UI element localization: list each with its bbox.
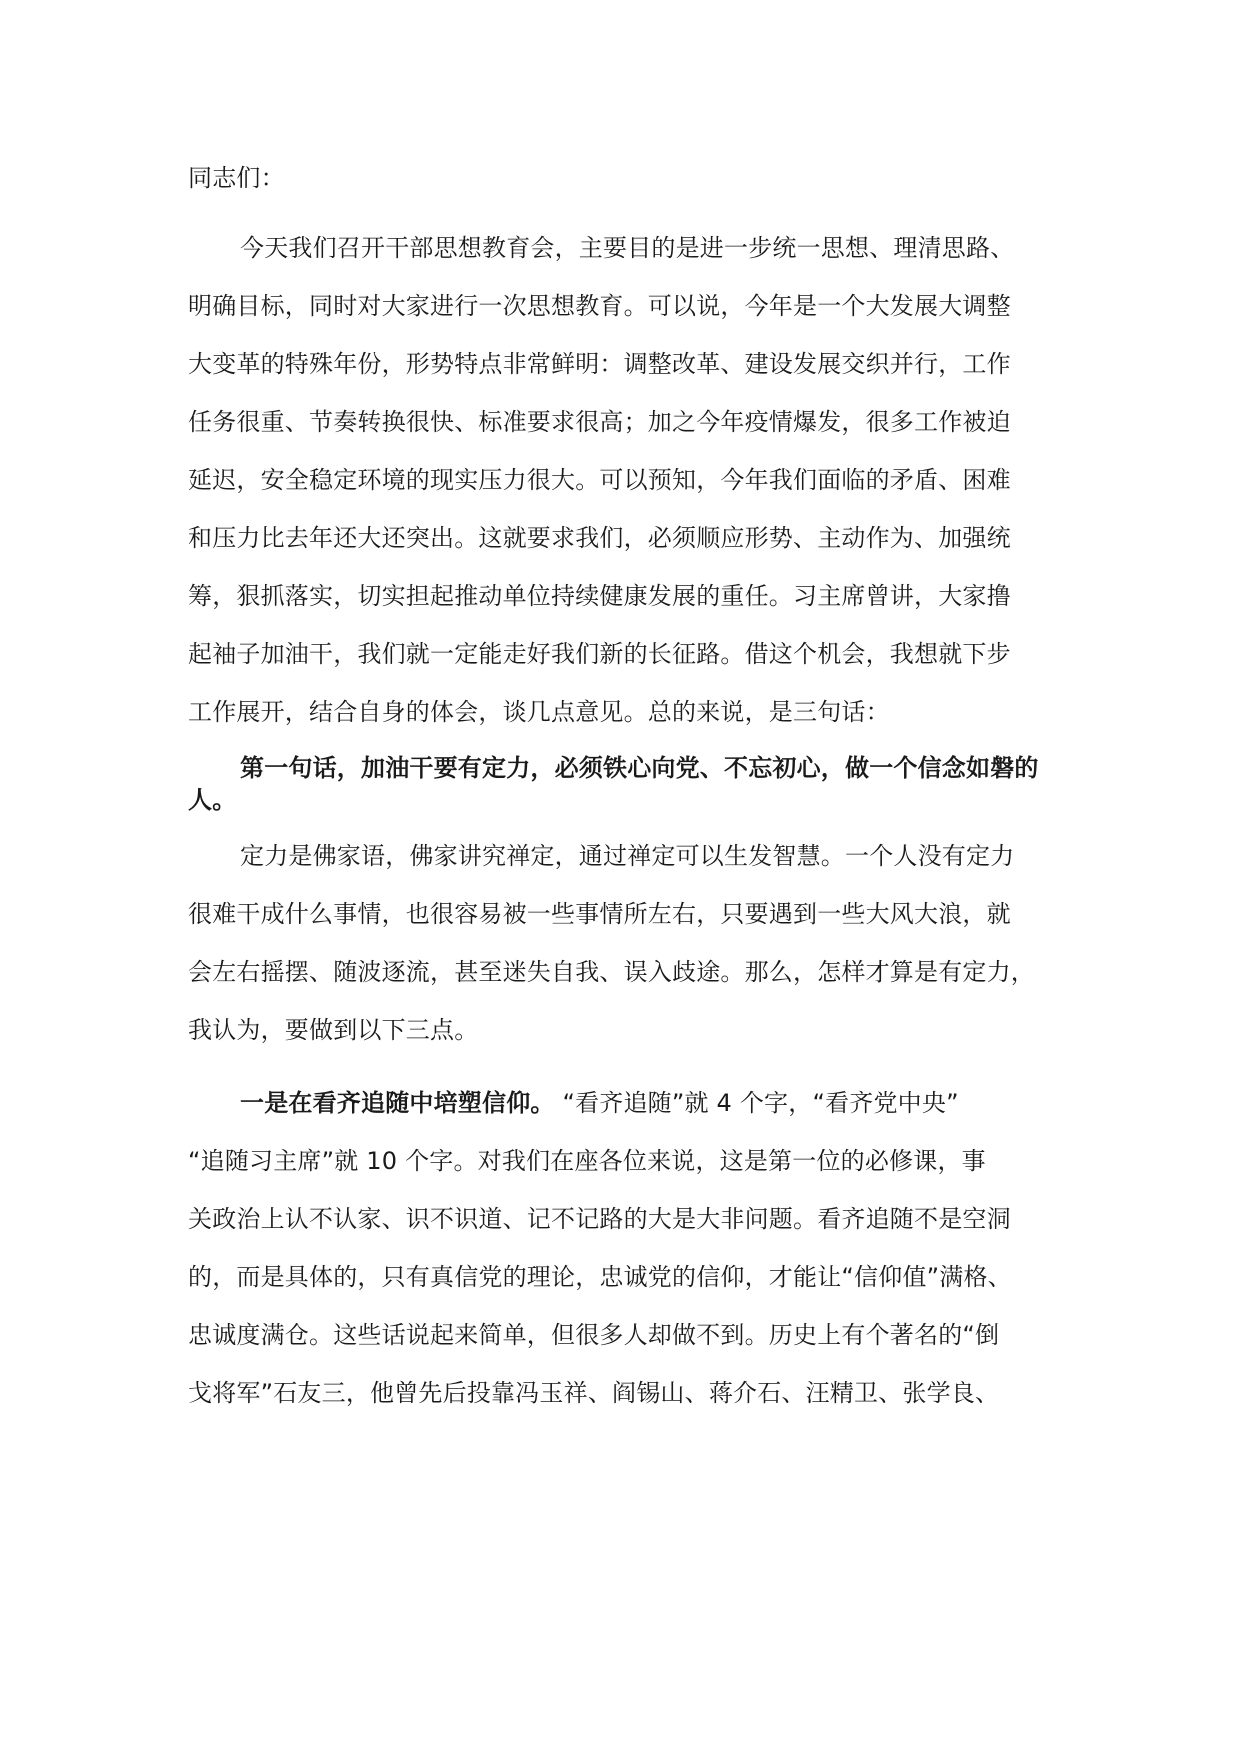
- paragraph-line: 关政治上认不认家、识不识道、记不记路的大是大非问题。看齐追随不是空洞: [188, 1205, 1011, 1233]
- paragraph-line: 起袖子加油干，我们就一定能走好我们新的长征路。借这个机会，我想就下步: [188, 640, 1011, 668]
- paragraph-line: 定力是佛家语，佛家讲究禅定，通过禅定可以生发智慧。一个人没有定力: [240, 842, 1015, 870]
- paragraph-line: 和压力比去年还大还突出。这就要求我们，必须顺应形势、主动作为、加强统: [188, 524, 1011, 552]
- paragraph-line: 忠诚度满仓。这些话说起来简单，但很多人却做不到。历史上有个著名的“倒: [188, 1321, 1000, 1349]
- paragraph-line: 工作展开，结合自身的体会，谈几点意见。总的来说，是三句话：: [188, 698, 890, 726]
- salutation: 同志们：: [188, 164, 285, 192]
- paragraph-line: 明确目标，同时对大家进行一次思想教育。可以说，今年是一个大发展大调整: [188, 292, 1011, 320]
- paragraph-line: 会左右摇摆、随波逐流，甚至迷失自我、误入歧途。那么，怎样才算是有定力，: [188, 958, 1035, 986]
- paragraph-line: 很难干成什么事情，也很容易被一些事情所左右，只要遇到一些大风大浪，就: [188, 900, 1011, 928]
- paragraph-line: 的，而是具体的，只有真信党的理论，忠诚党的信仰，才能让“信仰值”满格、: [188, 1263, 1012, 1291]
- paragraph-line: 戈将军”石友三，他曾先后投靠冯玉祥、阎锡山、蒋介石、汪精卫、张学良、: [188, 1379, 1000, 1407]
- paragraph-line: 延迟，安全稳定环境的现实压力很大。可以预知，今年我们面临的矛盾、困难: [188, 466, 1011, 494]
- paragraph-line: 大变革的特殊年份，形势特点非常鲜明：调整改革、建设发展交织并行，工作: [188, 350, 1011, 378]
- paragraph-line: 我认为，要做到以下三点。: [188, 1016, 479, 1044]
- point-first-rest: “看齐追随”就 4 个字，“看齐党中央”: [562, 1089, 959, 1117]
- paragraph-line: 筹，狠抓落实，切实担起推动单位持续健康发展的重任。习主席曾讲，大家撸: [188, 582, 1011, 610]
- point-lead: 一是在看齐追随中培塑信仰。: [240, 1089, 555, 1117]
- point-first-line: [240, 1087, 1120, 1119]
- paragraph-line: 任务很重、节奏转换很快、标准要求很高；加之今年疫情爆发，很多工作被迫: [188, 408, 1011, 436]
- paragraph-line: 今天我们召开干部思想教育会，主要目的是进一步统一思想、理清思路、: [240, 234, 1015, 262]
- paragraph-line: “追随习主席”就 10 个字。对我们在座各位来说，这是第一位的必修课，事: [188, 1147, 986, 1175]
- section-heading: 第一句话，加油干要有定力，必须铁心向党、不忘初心，做一个信念如磐的人。: [188, 754, 1039, 814]
